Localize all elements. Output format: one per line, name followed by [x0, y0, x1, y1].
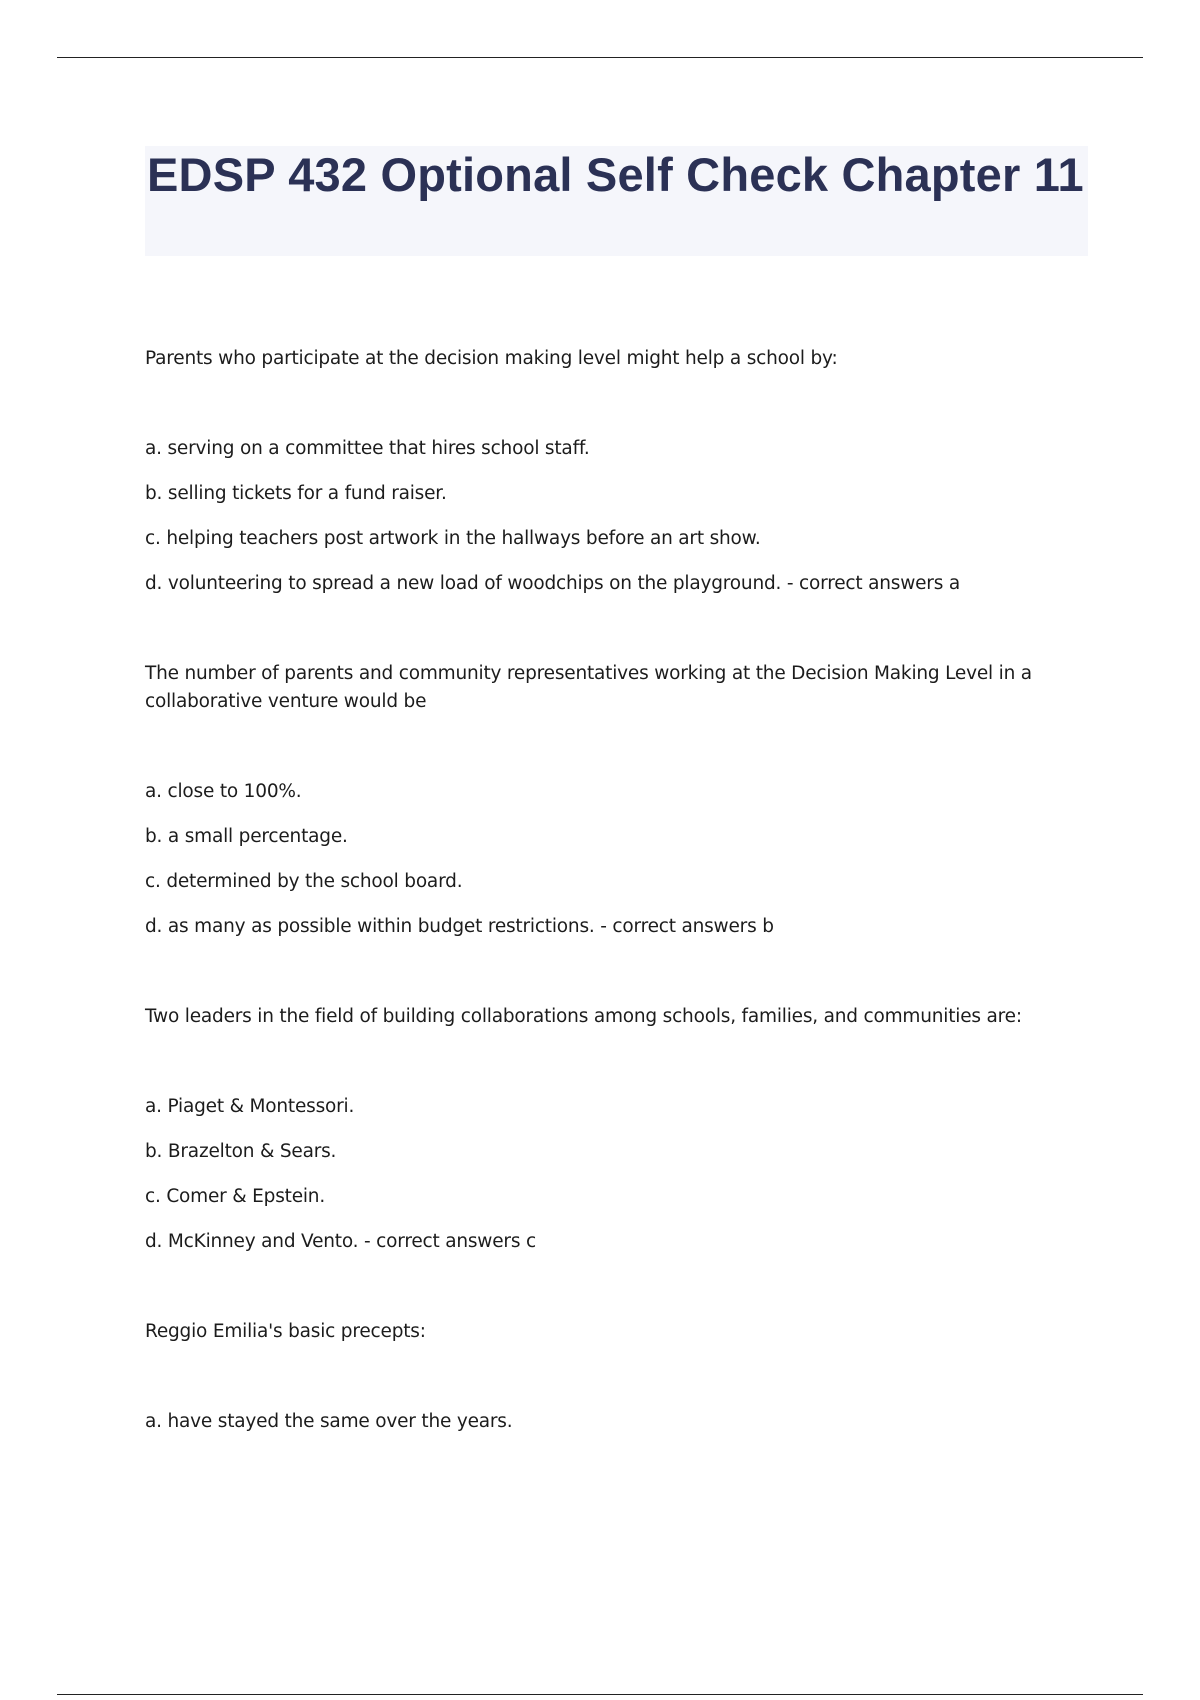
answer-option: d. volunteering to spread a new load of woodchips on the playground. - correct answers a: [145, 573, 960, 594]
answer-options: [145, 1408, 1065, 1436]
title-block: [145, 146, 1088, 256]
answer-option: b. Brazelton & Sears.: [145, 1141, 337, 1162]
answer-option: c. helping teachers post artwork in the hallways before an art show.: [145, 528, 761, 549]
question-prompt: Reggio Emilia's basic precepts:: [145, 1321, 426, 1342]
answer-option: d. McKinney and Vento. - correct answers c: [145, 1231, 536, 1252]
answer-option: a. have stayed the same over the years.: [145, 1411, 513, 1432]
question-prompt: The number of parents and community representatives working at the Decision Making Level in a collaborative venture would be: [145, 663, 1032, 712]
answer-options: [145, 1093, 1065, 1256]
answer-option: c. determined by the school board.: [145, 871, 463, 892]
answer-option: a. Piaget & Montessori.: [145, 1096, 355, 1117]
question-block: [145, 660, 1065, 941]
header-rule: [57, 57, 1143, 58]
answer-option: b. selling tickets for a fund raiser.: [145, 483, 447, 504]
footer-rule: [57, 1694, 1143, 1695]
question-prompt: Two leaders in the field of building collaborations among schools, families, and communities are:: [145, 1006, 1022, 1027]
question-block: [145, 345, 1065, 598]
question-prompt: Parents who participate at the decision making level might help a school by:: [145, 348, 838, 369]
question-list: [145, 345, 1065, 1498]
answer-options: [145, 435, 1065, 598]
answer-options: [145, 778, 1065, 941]
answer-option: a. close to 100%.: [145, 781, 302, 802]
answer-option: b. a small percentage.: [145, 826, 348, 847]
question-block: [145, 1318, 1065, 1436]
question-block: [145, 1003, 1065, 1256]
answer-option: d. as many as possible within budget restrictions. - correct answers b: [145, 916, 774, 937]
answer-option: a. serving on a committee that hires school staff.: [145, 438, 590, 459]
answer-option: c. Comer & Epstein.: [145, 1186, 326, 1207]
document-title: EDSP 432 Optional Self Check Chapter 11: [147, 148, 1084, 201]
